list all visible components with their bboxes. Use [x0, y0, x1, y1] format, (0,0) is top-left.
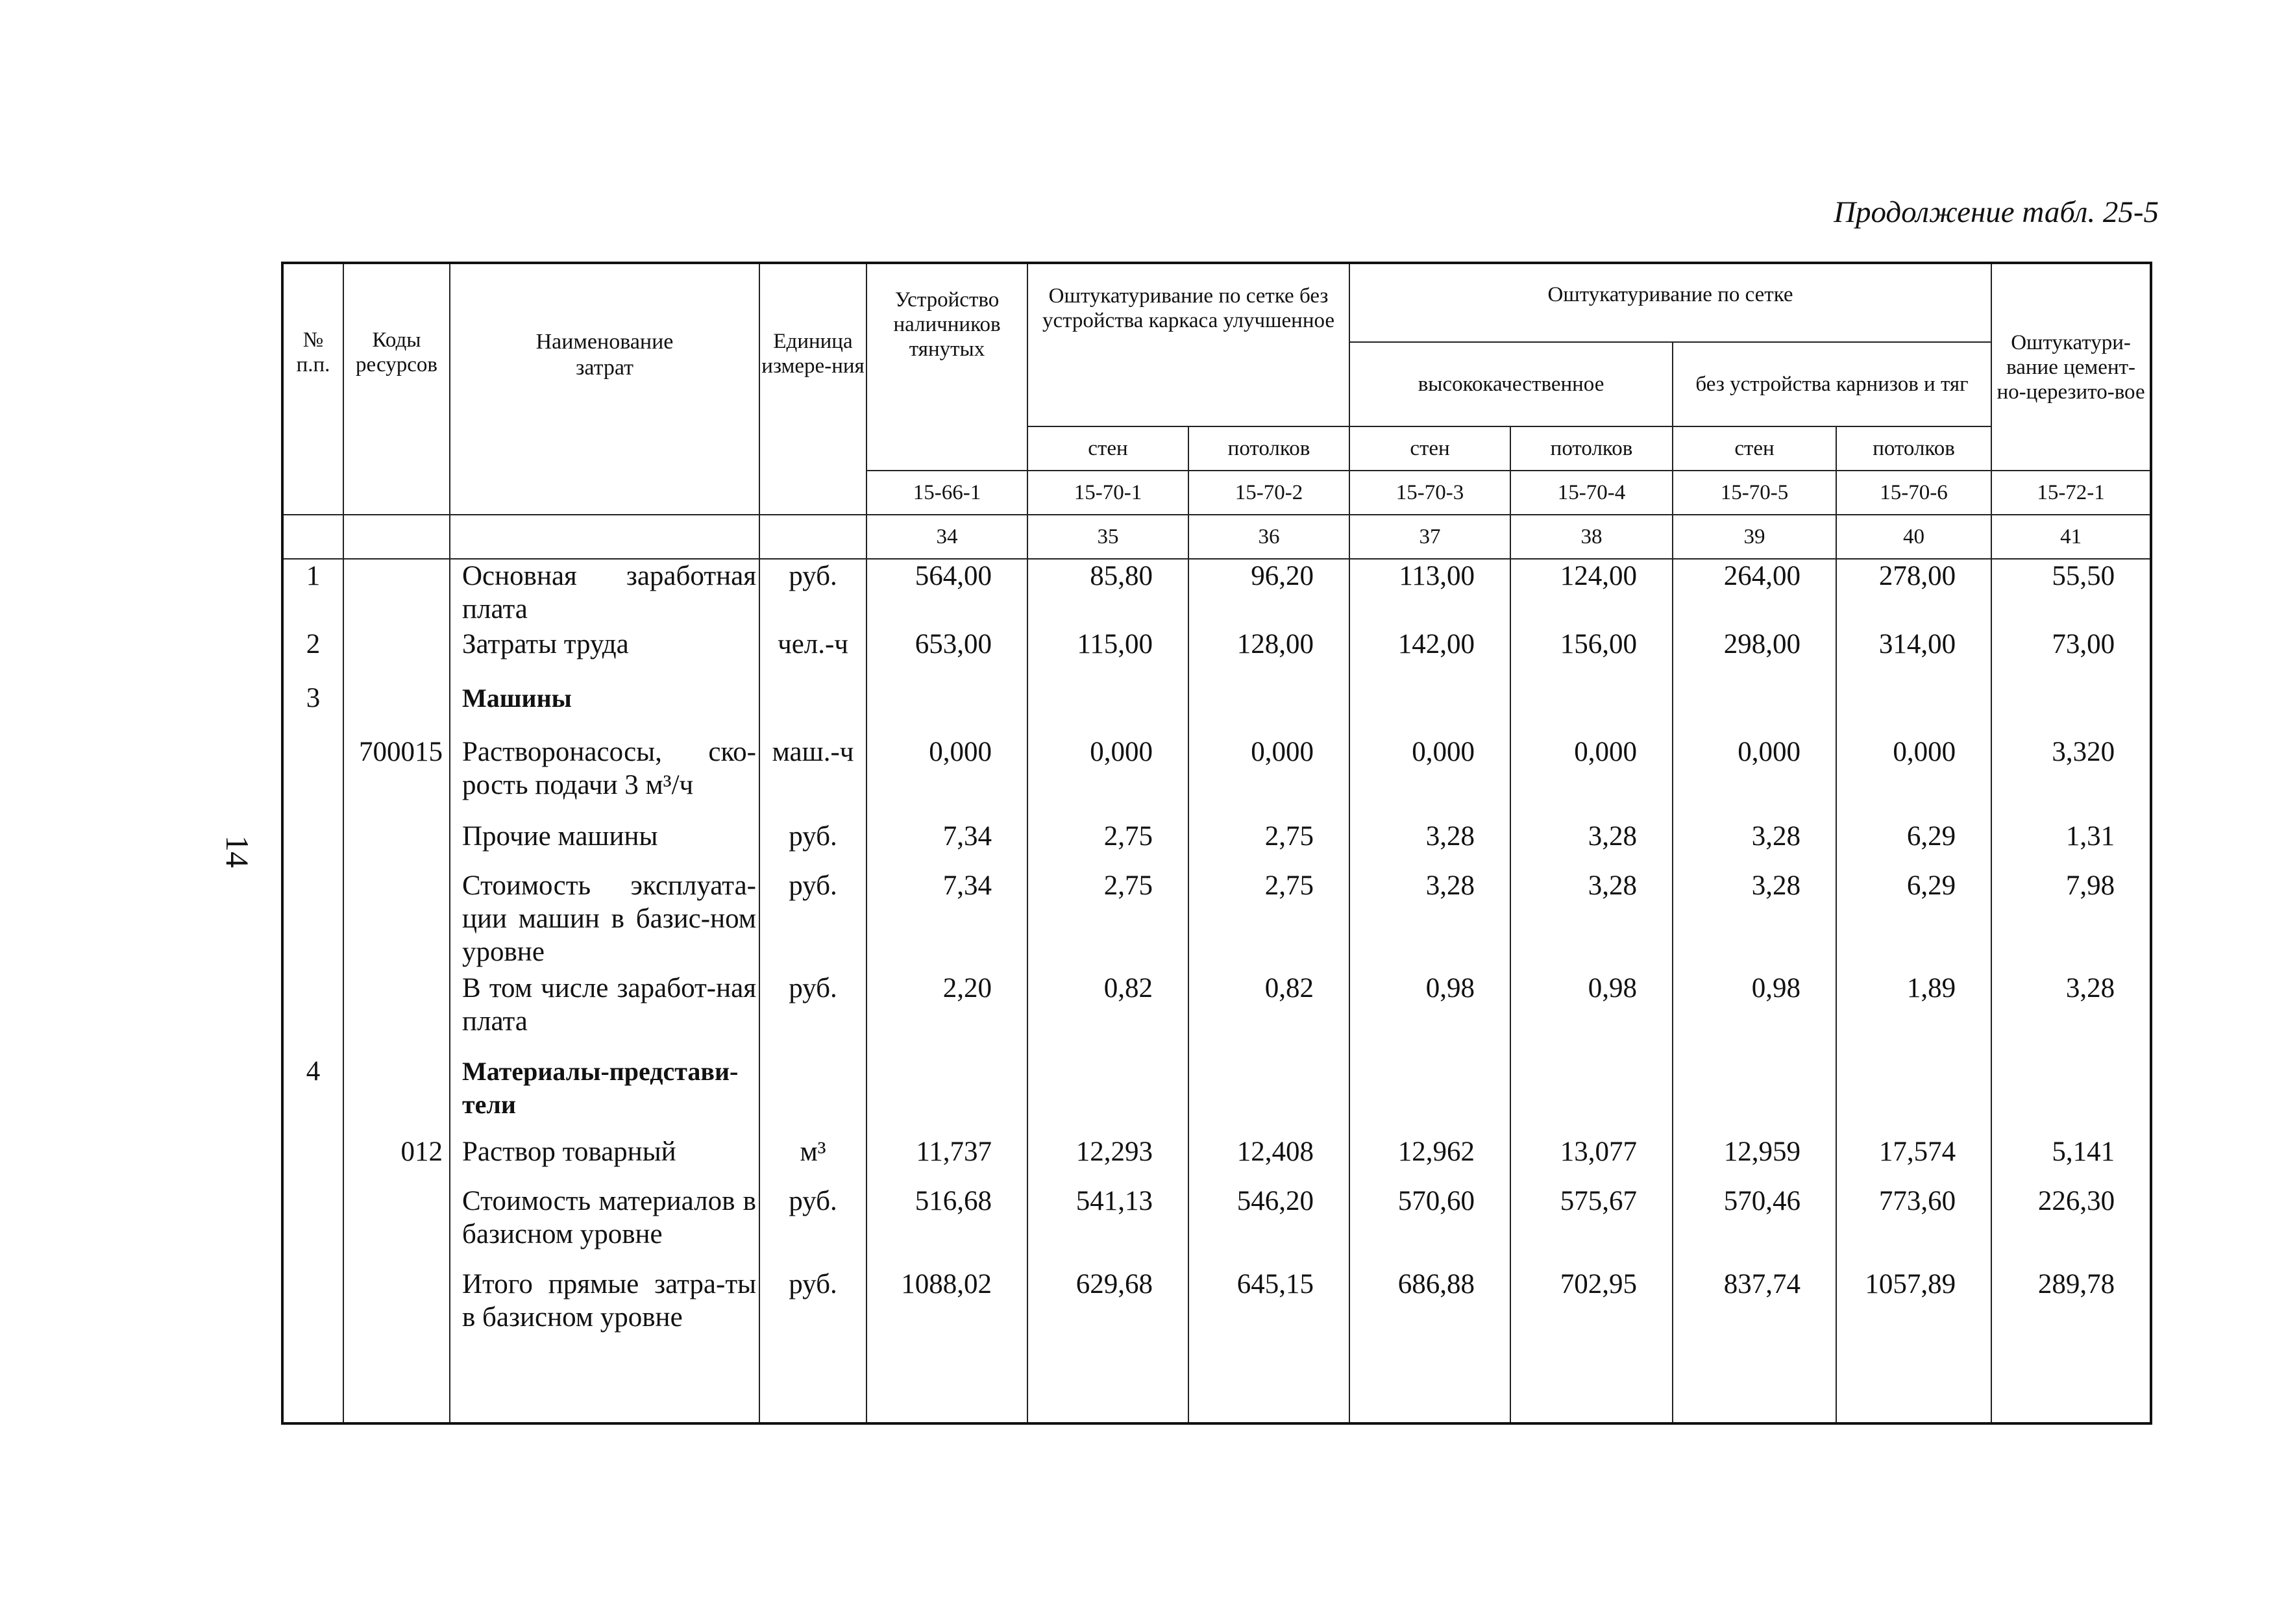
value-cell: 5,141 — [1991, 1135, 2151, 1185]
header-code: 15-70-5 — [1673, 471, 1836, 515]
resource-code — [343, 1055, 450, 1135]
value-cell — [1510, 1055, 1673, 1135]
value-cell: 3,320 — [1991, 735, 2151, 820]
value-cell: 314,00 — [1836, 628, 1991, 682]
value-cell: 0,98 — [1673, 972, 1836, 1055]
row-number: 2 — [282, 628, 343, 682]
table-row — [282, 735, 2151, 820]
header-column-number: 38 — [1510, 515, 1673, 559]
header-blank — [343, 515, 450, 559]
value-cell: 12,408 — [1188, 1135, 1349, 1185]
row-number — [282, 735, 343, 820]
table-row — [282, 1055, 2151, 1135]
value-cell — [866, 1055, 1027, 1135]
cost-name: Затраты труда — [450, 628, 759, 682]
row-number — [282, 972, 343, 1055]
value-cell: 12,962 — [1349, 1135, 1510, 1185]
value-cell: 6,29 — [1836, 869, 1991, 972]
header-sub-walls: стен — [1349, 426, 1510, 471]
value-cell: 113,00 — [1349, 559, 1510, 628]
header-code: 15-70-6 — [1836, 471, 1991, 515]
unit-of-measure: маш.-ч — [759, 735, 866, 820]
value-cell: 124,00 — [1510, 559, 1673, 628]
table-header — [282, 263, 2151, 559]
value-cell: 1,31 — [1991, 820, 2151, 869]
value-cell: 2,75 — [1188, 869, 1349, 972]
row-number — [282, 1135, 343, 1185]
row-number: 1 — [282, 559, 343, 628]
resource-code — [343, 820, 450, 869]
value-cell — [1188, 1055, 1349, 1135]
value-cell: 298,00 — [1673, 628, 1836, 682]
value-cell: 645,15 — [1188, 1268, 1349, 1423]
cost-name: Прочие машины — [450, 820, 759, 869]
resource-code — [343, 559, 450, 628]
unit-of-measure — [759, 682, 866, 735]
resource-code — [343, 972, 450, 1055]
table-row — [282, 1185, 2151, 1268]
value-cell — [866, 682, 1027, 735]
value-cell: 264,00 — [1673, 559, 1836, 628]
value-cell — [1991, 682, 2151, 735]
table-row — [282, 1268, 2151, 1423]
value-cell: 17,574 — [1836, 1135, 1991, 1185]
unit-of-measure: руб. — [759, 820, 866, 869]
value-cell: 0,000 — [1188, 735, 1349, 820]
header-unit: Единица измере-ния — [759, 263, 866, 515]
value-cell: 0,000 — [1349, 735, 1510, 820]
value-cell: 226,30 — [1991, 1185, 2151, 1268]
value-cell: 575,67 — [1510, 1185, 1673, 1268]
value-cell: 1088,02 — [866, 1268, 1027, 1423]
value-cell: 96,20 — [1188, 559, 1349, 628]
value-cell: 156,00 — [1510, 628, 1673, 682]
value-cell — [1673, 682, 1836, 735]
header-sub-ceilings: потолков — [1188, 426, 1349, 471]
value-cell: 629,68 — [1027, 1268, 1188, 1423]
resource-code — [343, 682, 450, 735]
value-cell — [1349, 1055, 1510, 1135]
header-group-1: Устройство наличников тянутых — [866, 263, 1027, 471]
value-cell: 3,28 — [1510, 820, 1673, 869]
row-number — [282, 820, 343, 869]
header-code: 15-72-1 — [1991, 471, 2151, 515]
value-cell: 546,20 — [1188, 1185, 1349, 1268]
unit-of-measure: руб. — [759, 972, 866, 1055]
value-cell: 0,82 — [1027, 972, 1188, 1055]
header-code: 15-70-2 — [1188, 471, 1349, 515]
value-cell: 278,00 — [1836, 559, 1991, 628]
value-cell — [1027, 682, 1188, 735]
header-column-number: 35 — [1027, 515, 1188, 559]
value-cell: 2,75 — [1027, 869, 1188, 972]
value-cell: 55,50 — [1991, 559, 2151, 628]
header-column-number: 37 — [1349, 515, 1510, 559]
header-no: № п.п. — [282, 263, 343, 515]
value-cell: 1,89 — [1836, 972, 1991, 1055]
value-cell: 0,000 — [1027, 735, 1188, 820]
value-cell: 1057,89 — [1836, 1268, 1991, 1423]
resource-code — [343, 869, 450, 972]
header-code: 15-70-4 — [1510, 471, 1673, 515]
resource-code — [343, 1268, 450, 1423]
value-cell: 11,737 — [866, 1135, 1027, 1185]
value-cell: 85,80 — [1027, 559, 1188, 628]
value-cell — [1991, 1055, 2151, 1135]
cost-name: Раствор товарный — [450, 1135, 759, 1185]
value-cell — [1510, 682, 1673, 735]
cost-name: Материалы-представи-тели — [450, 1055, 759, 1135]
header-column-number: 40 — [1836, 515, 1991, 559]
value-cell — [1836, 1055, 1991, 1135]
header-codes: Коды ресурсов — [343, 263, 450, 515]
value-cell: 7,34 — [866, 820, 1027, 869]
header-code: 15-70-1 — [1027, 471, 1188, 515]
header-blank — [759, 515, 866, 559]
value-cell: 3,28 — [1510, 869, 1673, 972]
value-cell: 0,82 — [1188, 972, 1349, 1055]
value-cell: 837,74 — [1673, 1268, 1836, 1423]
value-cell: 653,00 — [866, 628, 1027, 682]
cost-name: Машины — [450, 682, 759, 735]
unit-of-measure: руб. — [759, 869, 866, 972]
table-row — [282, 559, 2151, 628]
header-sub-ceilings: потолков — [1510, 426, 1673, 471]
value-cell: 570,60 — [1349, 1185, 1510, 1268]
header-group-2: Оштукатуривание по сетке без устройства каркаса улучшенное — [1027, 263, 1349, 426]
header-code: 15-70-3 — [1349, 471, 1510, 515]
value-cell: 115,00 — [1027, 628, 1188, 682]
value-cell: 6,29 — [1836, 820, 1991, 869]
resource-code: 700015 — [343, 735, 450, 820]
header-group-3b: без устройства карнизов и тяг — [1673, 342, 1991, 426]
value-cell: 686,88 — [1349, 1268, 1510, 1423]
value-cell: 3,28 — [1991, 972, 2151, 1055]
unit-of-measure — [759, 1055, 866, 1135]
header-blank — [282, 515, 343, 559]
header-sub-walls: стен — [1027, 426, 1188, 471]
unit-of-measure: руб. — [759, 1185, 866, 1268]
cost-name: Растворонасосы, ско-рость подачи 3 м³/ч — [450, 735, 759, 820]
value-cell: 0,98 — [1349, 972, 1510, 1055]
header-name: Наименование затрат — [450, 263, 759, 515]
value-cell: 73,00 — [1991, 628, 2151, 682]
table-row — [282, 869, 2151, 972]
header-blank — [450, 515, 759, 559]
value-cell: 7,34 — [866, 869, 1027, 972]
row-number: 4 — [282, 1055, 343, 1135]
resource-code: 012 — [343, 1135, 450, 1185]
value-cell: 3,28 — [1673, 820, 1836, 869]
value-cell: 0,000 — [866, 735, 1027, 820]
value-cell — [1027, 1055, 1188, 1135]
cost-name: Основная заработная плата — [450, 559, 759, 628]
value-cell: 2,20 — [866, 972, 1027, 1055]
unit-of-measure: руб. — [759, 559, 866, 628]
cost-table — [281, 262, 2152, 1425]
page-number: 14 — [219, 835, 256, 868]
value-cell: 0,000 — [1673, 735, 1836, 820]
table-row — [282, 972, 2151, 1055]
cost-name: Итого прямые затра-ты в базисном уровне — [450, 1268, 759, 1423]
row-number — [282, 1268, 343, 1423]
value-cell — [1349, 682, 1510, 735]
row-number — [282, 1185, 343, 1268]
value-cell: 3,28 — [1349, 869, 1510, 972]
value-cell: 142,00 — [1349, 628, 1510, 682]
table-continuation-title: Продолжение табл. 25-5 — [1834, 195, 2159, 229]
header-sub-walls: стен — [1673, 426, 1836, 471]
value-cell: 289,78 — [1991, 1268, 2151, 1423]
unit-of-measure: м³ — [759, 1135, 866, 1185]
value-cell: 773,60 — [1836, 1185, 1991, 1268]
header-group-3: Оштукатуривание по сетке — [1349, 263, 1991, 342]
value-cell: 516,68 — [866, 1185, 1027, 1268]
table-row — [282, 1135, 2151, 1185]
resource-code — [343, 628, 450, 682]
header-group-4: Оштукатури-вание цемент-но-церезито-вое — [1991, 263, 2151, 471]
value-cell: 12,959 — [1673, 1135, 1836, 1185]
value-cell — [1673, 1055, 1836, 1135]
cost-name: Стоимость эксплуата-ции машин в базис-ном уровне — [450, 869, 759, 972]
header-column-number: 36 — [1188, 515, 1349, 559]
value-cell: 541,13 — [1027, 1185, 1188, 1268]
value-cell: 2,75 — [1188, 820, 1349, 869]
table-row — [282, 820, 2151, 869]
value-cell: 570,46 — [1673, 1185, 1836, 1268]
header-column-number: 41 — [1991, 515, 2151, 559]
value-cell: 0,98 — [1510, 972, 1673, 1055]
value-cell: 0,000 — [1510, 735, 1673, 820]
row-number — [282, 869, 343, 972]
value-cell: 2,75 — [1027, 820, 1188, 869]
header-group-3a: высококачественное — [1349, 342, 1673, 426]
cost-name: В том числе заработ-ная плата — [450, 972, 759, 1055]
value-cell: 0,000 — [1836, 735, 1991, 820]
value-cell: 13,077 — [1510, 1135, 1673, 1185]
header-column-number: 39 — [1673, 515, 1836, 559]
header-code: 15-66-1 — [866, 471, 1027, 515]
unit-of-measure: чел.-ч — [759, 628, 866, 682]
value-cell — [1188, 682, 1349, 735]
row-number: 3 — [282, 682, 343, 735]
cost-name: Стоимость материалов в базисном уровне — [450, 1185, 759, 1268]
value-cell: 702,95 — [1510, 1268, 1673, 1423]
table-row — [282, 628, 2151, 682]
resource-code — [343, 1185, 450, 1268]
value-cell: 7,98 — [1991, 869, 2151, 972]
table-body — [282, 559, 2151, 1423]
value-cell: 3,28 — [1673, 869, 1836, 972]
header-column-number: 34 — [866, 515, 1027, 559]
value-cell: 128,00 — [1188, 628, 1349, 682]
header-sub-ceilings: потолков — [1836, 426, 1991, 471]
table-row — [282, 682, 2151, 735]
unit-of-measure: руб. — [759, 1268, 866, 1423]
value-cell: 3,28 — [1349, 820, 1510, 869]
value-cell — [1836, 682, 1991, 735]
value-cell: 12,293 — [1027, 1135, 1188, 1185]
value-cell: 564,00 — [866, 559, 1027, 628]
